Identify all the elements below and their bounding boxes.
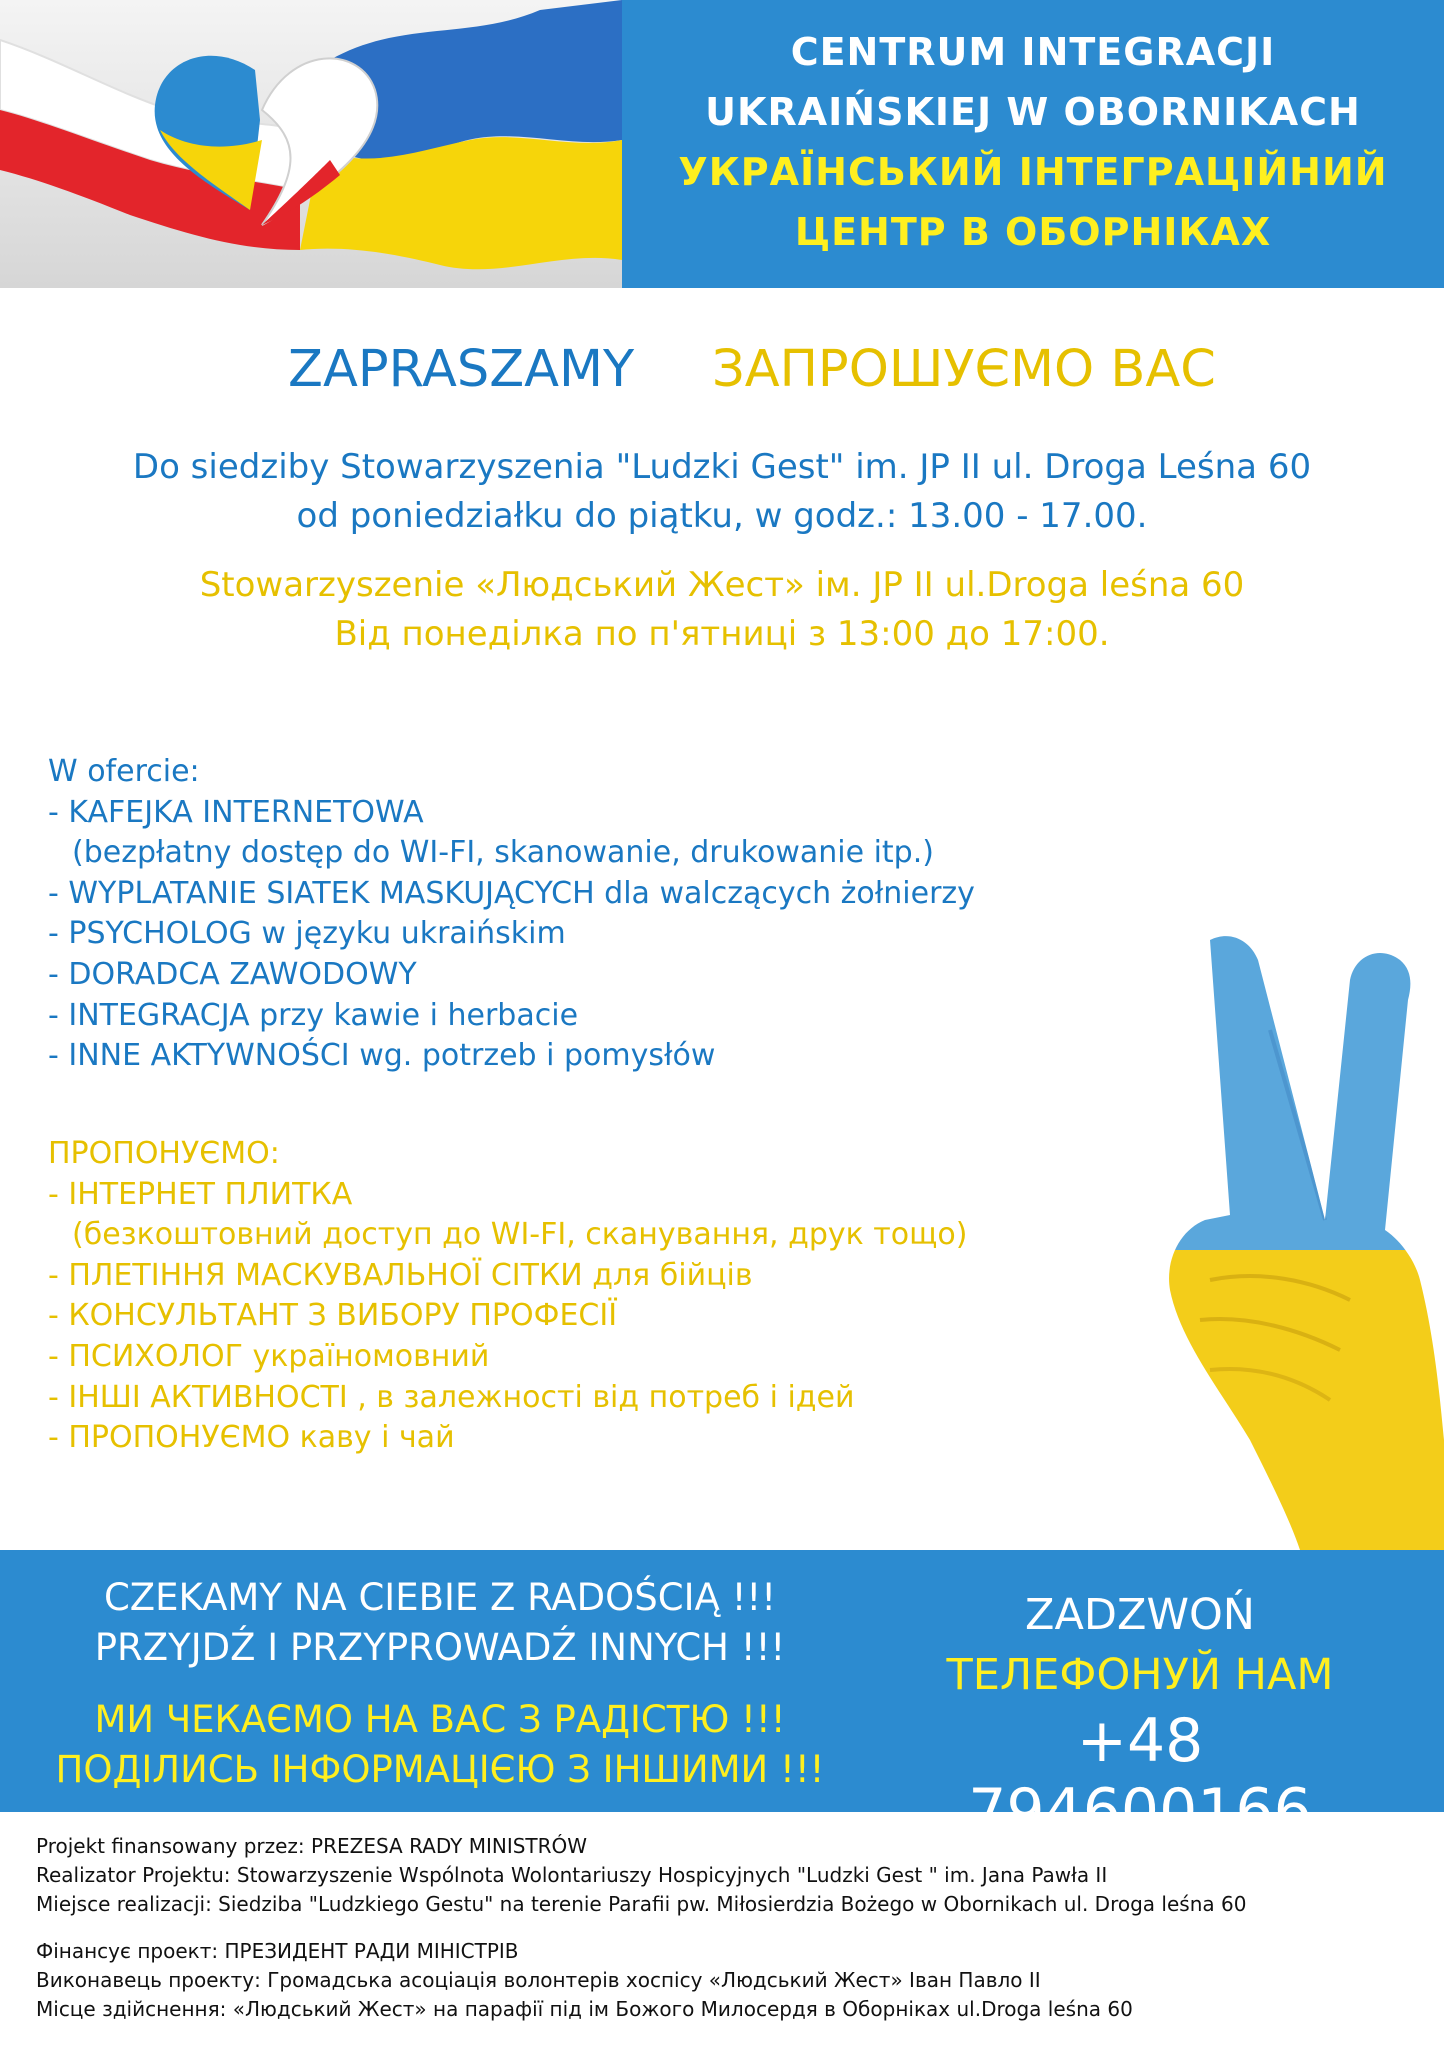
credit-line: Фінансує проект: ПРЕЗИДЕНТ РАДИ МІНІСТРІВ bbox=[36, 1939, 519, 1963]
victory-hand-graphic bbox=[1150, 920, 1444, 1550]
footer-ua-line2: ПОДІЛИСЬ ІНФОРМАЦІЄЮ З ІНШИМИ !!! bbox=[55, 1748, 825, 1791]
list-item: - DORADCA ZAWODOWY bbox=[48, 956, 417, 992]
offer-list-ua bbox=[48, 1134, 967, 1459]
credit-line: Виконавець проекту: Громадська асоціація волонтерів хоспісу «Людський Жест» Іван Павло II bbox=[36, 1968, 1041, 1992]
header-title-box bbox=[622, 0, 1444, 288]
list-item: - PSYCHOLOG w języku ukraińskim bbox=[48, 916, 566, 952]
invite-heading-ua: ЗАПРОШУЄМО ВАС bbox=[712, 340, 1216, 399]
list-item: - INTEGRACJA przy kawie i herbacie bbox=[48, 997, 579, 1033]
credit-line: Realizator Projektu: Stowarzyszenie Wspólnota Wolontariuszy Hospicyjnych "Ludzki Gest " im. Jana Pawła II bbox=[36, 1863, 1108, 1887]
credit-line: Місце здійснення: «Людський Жест» на парафії під ім Божого Милосердя в Оборніках ul.Droga leśna 60 bbox=[36, 1997, 1133, 2021]
header-title-pl-line2: UKRAIŃSKIEJ W OBORNIKACH bbox=[705, 90, 1361, 134]
credit-line: Miejsce realizacji: Siedziba "Ludzkiego Gestu" na terenie Parafii pw. Miłosierdzia Bożego w Obornikach ul. Droga leśna 60 bbox=[36, 1892, 1247, 1916]
offer-list-pl bbox=[48, 752, 975, 1077]
list-item: - ІНШІ АКТИВНОСТІ , в залежності від потреб і ідей bbox=[48, 1379, 855, 1415]
header-title-pl-line1: CENTRUM INTEGRACJI bbox=[790, 30, 1276, 74]
phone-number[interactable]: +48 794600166 bbox=[968, 1706, 1312, 1846]
call-us-pl: ZADZWOŃ bbox=[1025, 1590, 1255, 1640]
credits-pl bbox=[36, 1832, 1246, 1919]
list-item: - ПЛЕТІННЯ МАСКУВАЛЬНОЇ СІТКИ для бійців bbox=[48, 1257, 753, 1293]
call-us-ua: ТЕЛЕФОНУЙ НАМ bbox=[946, 1650, 1334, 1700]
list-item: - WYPLATANIE SIATEK MASKUJĄCYCH dla walczących żołnierzy bbox=[48, 875, 975, 911]
list-item: - ІНТЕРНЕТ ПЛИТКА bbox=[48, 1176, 353, 1212]
list-item: (bezpłatny dostęp do WI-FI, skanowanie, drukowanie itp.) bbox=[72, 835, 934, 871]
footer-ua-line1: МИ ЧЕКАЄМО НА ВАС З РАДІСТЮ !!! bbox=[94, 1698, 786, 1741]
address-ua-line1: Stowarzyszenie «Людський Жест» ім. JP II ul.Droga leśna 60 bbox=[199, 565, 1245, 605]
list-item: - КОНСУЛЬТАНТ З ВИБОРУ ПРОФЕСІЇ bbox=[48, 1298, 618, 1334]
footer-pl-line2: PRZYJDŹ I PRZYPROWADŹ INNYCH !!! bbox=[94, 1626, 786, 1669]
invite-heading-pl: ZAPRASZAMY bbox=[288, 340, 635, 399]
list-item: - ПСИХОЛОГ україномовний bbox=[48, 1338, 490, 1374]
address-pl-line2: od poniedziałku do piątku, w godz.: 13.00 - 17.00. bbox=[296, 496, 1148, 536]
offer-title-pl: W ofercie: bbox=[48, 754, 200, 789]
offer-title-ua: ПРОПОНУЄМО: bbox=[48, 1136, 280, 1171]
address-ua-line2: Від понеділка по п'ятниці з 13:00 до 17:00. bbox=[334, 614, 1110, 654]
list-item: - KAFEJKA INTERNETOWA bbox=[48, 794, 424, 830]
header-title-ua-line1: УКРАЇНСЬКИЙ ІНТЕГРАЦІЙНИЙ bbox=[678, 150, 1388, 194]
header-title-ua-line2: ЦЕНТР В ОБОРНІКАХ bbox=[794, 210, 1272, 254]
pl-ua-flags-heart-icon bbox=[0, 0, 622, 288]
credit-line: Projekt finansowany przez: PREZESA RADY MINISTRÓW bbox=[36, 1834, 588, 1858]
flags-heart-graphic bbox=[0, 0, 622, 288]
address-pl-line1: Do siedziby Stowarzyszenia "Ludzki Gest" im. JP II ul. Droga Leśna 60 bbox=[132, 447, 1312, 487]
list-item: - ПРОПОНУЄМО каву і чай bbox=[48, 1420, 455, 1456]
footer-pl-line1: CZEKAMY NA CIEBIE Z RADOŚCIĄ !!! bbox=[103, 1576, 777, 1619]
credits-ua bbox=[36, 1937, 1133, 2024]
list-item: (безкоштовний доступ до WI-FI, сканування, друк тощо) bbox=[72, 1217, 968, 1253]
list-item: - INNE AKTYWNOŚCI wg. potrzeb i pomysłów bbox=[48, 1038, 716, 1074]
victory-hand-icon bbox=[1150, 920, 1444, 1550]
